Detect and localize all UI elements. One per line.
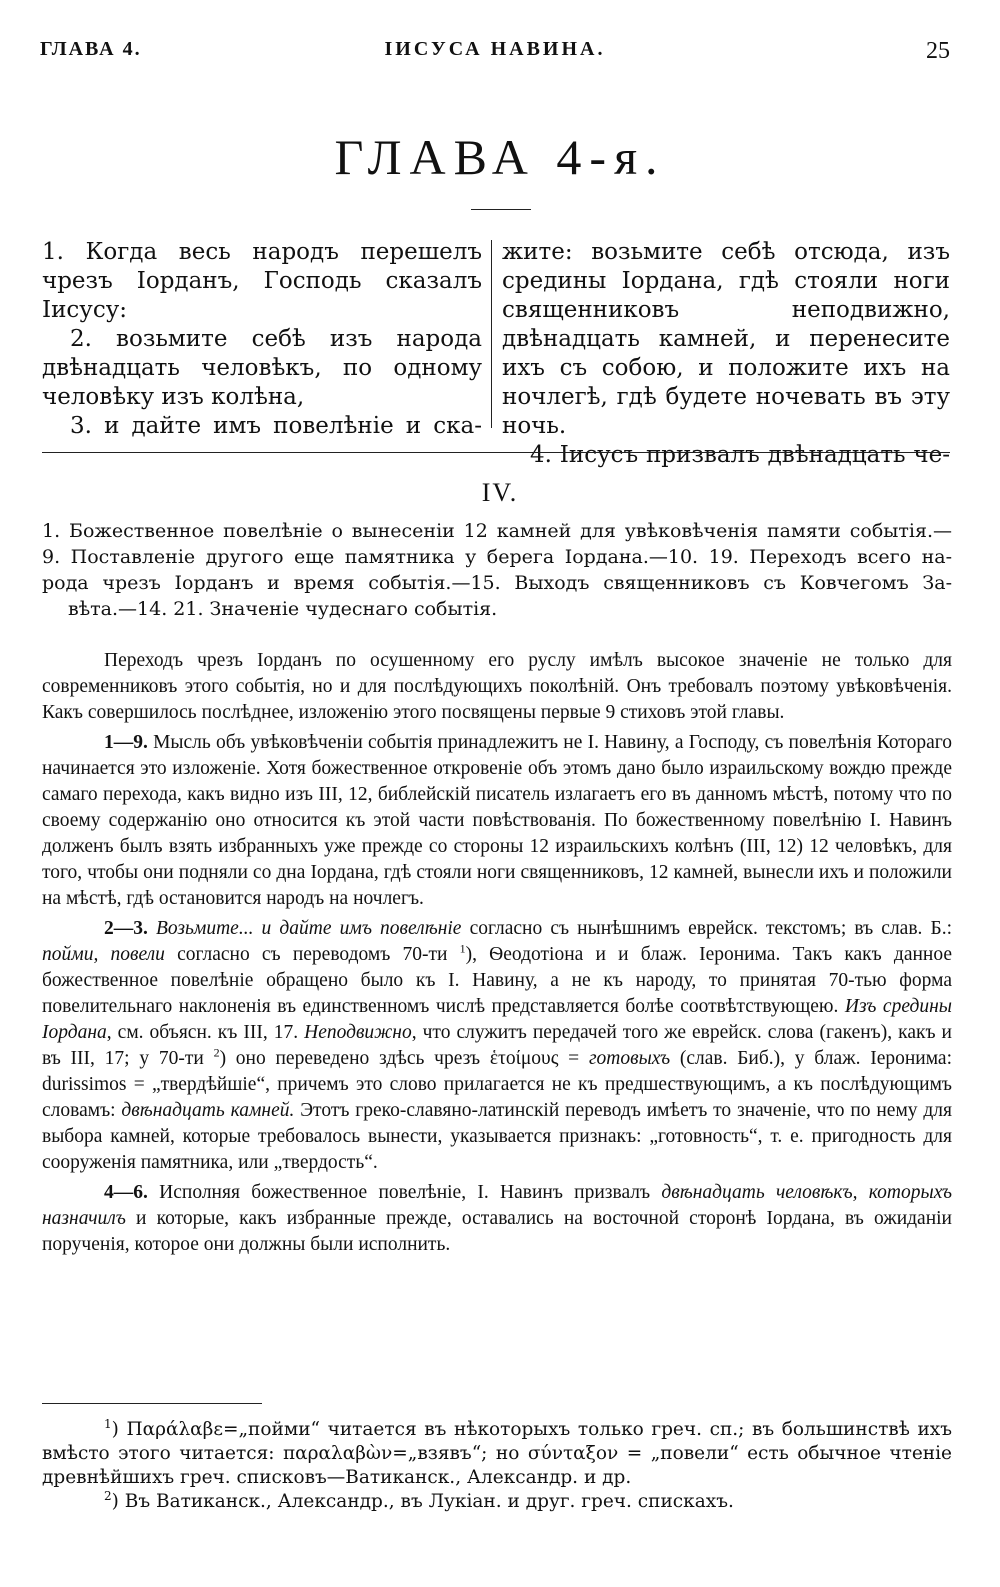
footnote-ref: 1 [459,941,466,956]
footnotes [42,1418,952,1514]
quoted-phrase: двѣнадцать камней. [121,1100,295,1121]
quoted-phrase: Неподвижно [304,1022,412,1043]
verse-2: 2. возьмите себѣ изъ народа двѣнадцать человѣкъ, по одному человѣку изъ колѣна, [42,326,482,410]
commentary-text: и которые, какъ избранные прежде, оставались на восточной сторонѣ Іордана, въ ожиданіи порученія, которое они должны были исполнить. [42,1208,952,1255]
commentary-text: ), Ѳеодотіона и и блаж. Іеронима. Такъ какъ данное божественное повелѣніе обращено было къ І. Навину, а не къ народу, то принятая 70-тью форма повелительнаго наклоненія въ единственномъ числѣ представляется болѣе соотвѣтствующею. [42,944,952,1017]
commentary-text: Исполняя божественное повелѣніе, І. Навинъ призвалъ [147,1182,662,1203]
commentary-text: , что служитъ передачей того же еврейск. слова (гакенъ), какъ и въ III, 17; у 70-ти [42,1022,952,1069]
summary-line: 1. Божественное повелѣніе о вынесеніи 12 камней для увѣковѣченія памяти событія.— [42,520,952,542]
commentary-text: согласно съ нынѣшнимъ еврейск. текстомъ; въ слав. Б.: [461,918,953,939]
verse-3: 3. и дайте имъ повелѣніе и ска- [70,413,482,439]
footnote-mark: 2 [104,1488,112,1503]
verse-3-continued: жите: возьмите себѣ отсюда, изъ средины Іордана, гдѣ стояли ноги священниковъ неподвижно, двѣнадцать камней, и перенесите ихъ съ собою, и положите ихъ на ночлегѣ, гдѣ будете ночевать въ эту ночь. [502,239,950,439]
verse-reference: 4—6. [104,1182,148,1203]
commentary-text: Этотъ греко-славяно-латинскій переводъ имѣетъ то значеніе, что по нему для выбора камней, которые требовалось вынести, указывается признакъ: „готовность“, т. е. пригодность для сооруженія памятника, или „твердость“. [42,1100,952,1173]
footnote-2 [42,1490,952,1514]
commentary [42,648,952,1262]
chapter-summary [42,518,952,622]
quoted-phrase: готовыхъ [588,1048,671,1069]
quoted-phrase: Возьмите... и дайте имъ повелѣніе [156,918,462,939]
footnote-text: ) Παράλαβε=„пойми“ читается въ нѣкоторыхъ только греч. сп.; въ большинствѣ ихъ вмѣсто этого читается: παραλαβὼν=„взявъ“; но σύνταξον = „повели“ есть обычное чтеніе древнѣйшихъ греч. списковъ—Ватиканск., Александр. и др. [42,1419,952,1488]
summary-line: рода чрезъ Іорданъ и время событія.—15. Выходъ священниковъ съ Ковчегомъ За- [42,572,952,594]
verse-reference: 2—3. [104,918,148,939]
footnote-mark: 1 [104,1416,112,1431]
text-column-right [502,238,950,470]
footnote-1 [42,1418,952,1490]
page-number: 25 [926,38,950,64]
quoted-phrase: двѣнадцать человѣкъ, которыхъ назначилъ [42,1182,953,1229]
footnote-rule [42,1403,262,1404]
chapter-title: ГЛАВА 4-я. [334,129,666,185]
verse-1: 1. Когда весь народъ перешелъ чрезъ Іорданъ, Господь сказалъ Іисусу: [42,239,482,323]
verse-reference: 1—9. [104,732,148,753]
commentary-paragraph-1-9 [42,730,952,912]
summary-line: вѣта.—14. 21. Значеніе чудеснаго событія. [68,598,498,620]
commentary-text: Мысль объ увѣковѣченіи событія принадлежитъ не І. Навину, а Господу, съ повелѣнія Котораго начинается это изложеніе. Хотя божественное откровеніе объ этомъ дано было израильскому вождю прежде самаго перехода, какъ видно изъ III, 12, библейскій писатель излагаетъ его въ данномъ мѣстѣ, потому что по своему содержанію оно относится къ этой части повѣствованія. По божественному повелѣнію І. Навинъ долженъ былъ взять избранныхъ уже прежде со стороны 12 израильскихъ колѣнъ (III, 12) 12 человѣкъ, для того, чтобы они подняли со дна Іордана, гдѣ стояли ноги священниковъ, 12 камней, вынесли ихъ и положили на мѣстѣ, гдѣ остановится народъ на ночлегъ. [42,732,952,909]
title-rule [471,209,531,210]
commentary-text: ) оно переведено здѣсь чрезъ ἑτοίμους = [219,1048,589,1069]
text-column-left [42,238,482,441]
scripture-text [42,238,950,468]
commentary-text: согласно съ переводомъ 70-ти [164,944,460,965]
commentary-text: (слав. Биб.), у блаж. Іеронима: durissimos = „твердѣйшіе“, причемъ это слово прилагается не къ предшествующимъ, а къ послѣдующимъ словамъ: [42,1048,953,1121]
footnote-ref: 2 [213,1045,220,1060]
commentary-paragraph-2-3 [42,916,952,1176]
quoted-phrase: Изъ средины Іордана [42,996,952,1043]
footnote-text: ) Въ Ватиканск., Александр., въ Лукіан. и друг. греч. спискахъ. [111,1491,734,1512]
commentary-text: , см. объясн. къ III, 17. [106,1022,305,1043]
quoted-phrase: пойми, повели [42,944,165,965]
running-head-chapter: ГЛАВА 4. [40,38,142,60]
section-numeral: IV. [481,478,519,507]
summary-line: 9. Поставленіе другого еще памятника у берега Іордана.—10. 19. Переходъ всего на- [42,546,952,568]
column-divider [491,240,492,428]
verse-4: 4. Іисусъ призвалъ двѣнадцать че- [530,442,950,468]
text-block-rule [42,452,950,453]
commentary-intro: Переходъ чрезъ Іорданъ по осушенному его руслу имѣлъ высокое значеніе не только для современниковъ этого событія, но и для послѣдующихъ поколѣній. Онъ требовалъ поэтому увѣковѣченія. Какъ совершилось послѣднее, изложенію этого посвящены первые 9 стиховъ этой главы. [42,650,952,723]
running-head [40,38,950,68]
commentary-paragraph-4-6 [42,1180,952,1258]
running-head-book: ІИСУСА НАВИНА. [384,38,606,60]
